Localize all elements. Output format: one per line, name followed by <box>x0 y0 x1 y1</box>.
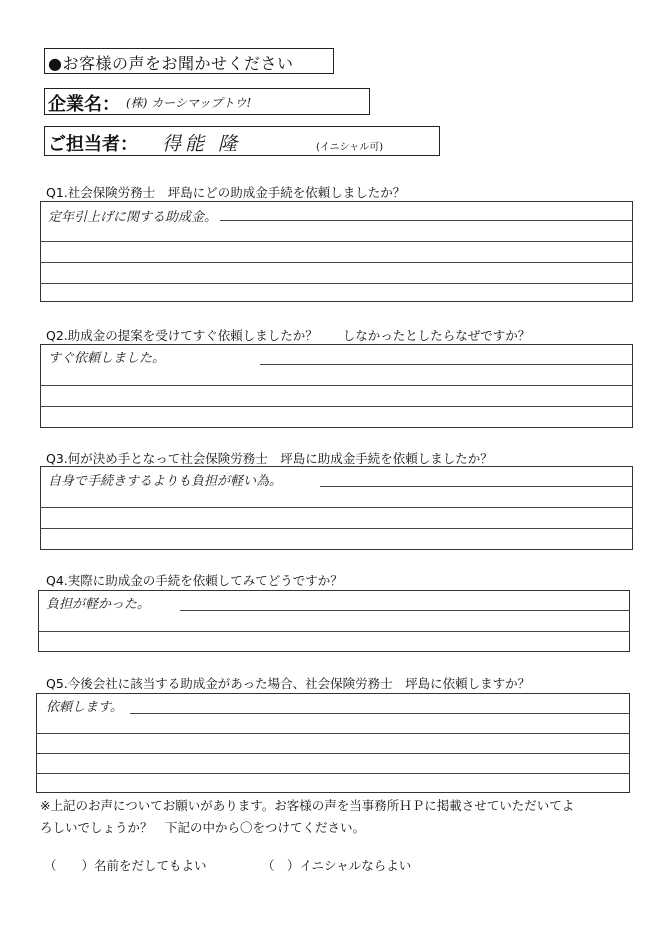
ruled-line <box>220 220 633 221</box>
ruled-line <box>36 753 630 754</box>
company-label: 企業名： <box>48 94 120 115</box>
question-2-label: Q2.助成金の提案を受けてすぐ依頼しましたか？ しなかったとしたらなぜですか？ <box>46 328 531 343</box>
ruled-line <box>40 528 633 529</box>
option-initials[interactable]: （ ）イニシャルならよい <box>262 858 412 873</box>
ruled-line <box>40 241 633 242</box>
question-3-label: Q3.何が決め手となって社会保険労務士 坪島に助成金手続を依頼しましたか？ <box>46 451 493 466</box>
ruled-line <box>38 631 630 632</box>
ruled-line <box>260 364 633 365</box>
footer-note <box>40 795 640 839</box>
ruled-line <box>320 486 633 487</box>
option-full-name[interactable]: （ ）名前をだしてもよい <box>44 858 207 873</box>
question-4-label: Q4.実際に助成金の手続を依頼してみてどうですか？ <box>46 573 343 588</box>
question-3-answer: 自身で手続きするよりも負担が軽い為。 <box>48 474 283 489</box>
ruled-line <box>180 610 630 611</box>
question-4-answer: 負担が軽かった。 <box>46 597 151 612</box>
ruled-line <box>40 385 633 386</box>
ruled-line <box>130 713 630 714</box>
question-5-answer: 依頼します。 <box>46 700 123 715</box>
question-1-answer: 定年引上げに関する助成金。 <box>48 210 218 225</box>
ruled-line <box>40 262 633 263</box>
question-5-answer-box <box>36 693 630 793</box>
question-1-label: Q1.社会保険労務士 坪島にどの助成金手続を依頼しましたか？ <box>46 185 406 200</box>
ruled-line <box>40 406 633 407</box>
ruled-line <box>40 507 633 508</box>
footer-note-line-1: ※上記のお声についてお願いがあります。お客様の声を当事務所ＨＰに掲載させていただいてよ <box>40 798 575 813</box>
person-label: ご担当者： <box>48 134 138 155</box>
initial-note: (イニシャル可) <box>316 142 384 153</box>
page-title: ●お客様の声をお聞かせください <box>48 54 294 73</box>
footer-note-line-2: ろしいでしょうか？ 下記の中から〇をつけてください。 <box>40 820 366 835</box>
ruled-line <box>36 733 630 734</box>
question-2-answer: すぐ依頼しました。 <box>48 351 166 366</box>
question-5-label: Q5.今後会社に該当する助成金があった場合、社会保険労務士 坪島に依頼しますか？ <box>46 676 531 691</box>
ruled-line <box>40 283 633 284</box>
company-value: (株) カーシマップトウ! <box>126 96 252 110</box>
person-value: 得能 隆 <box>162 133 242 155</box>
ruled-line <box>36 773 630 774</box>
